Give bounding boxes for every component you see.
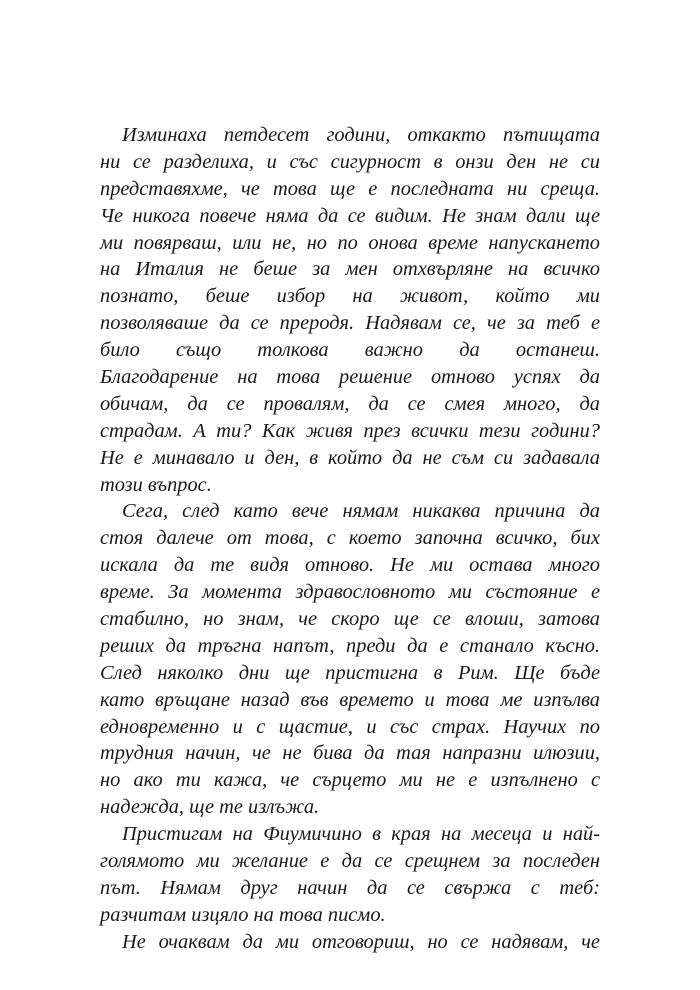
text-line: След няколко дни ще пристигна в Рим. Ще бъде bbox=[100, 661, 600, 684]
text-line: реших да тръгна напът, преди да е станало късно. bbox=[100, 634, 600, 657]
text-line: едновременно и с щастие, и със страх. Научих по bbox=[100, 715, 600, 738]
text-line: Пристигам на Фиумичино в края на месеца и най- bbox=[122, 823, 600, 846]
text-line: на Италия не беше за мен отхвърляне на всичко bbox=[100, 258, 600, 281]
text-line: Сега, след като вече нямам никаква причина да bbox=[122, 500, 600, 523]
paragraph bbox=[100, 929, 600, 956]
text-line: трудния начин, че не бива да тая напразни илюзии, bbox=[100, 742, 600, 765]
text-line: ми повярваш, или не, но по онова време напускането bbox=[100, 231, 600, 254]
text-line: надежда, ще те излъжа. bbox=[100, 796, 320, 819]
text-line: време. За момента здравословното ми състояние е bbox=[100, 581, 600, 604]
paragraph bbox=[100, 498, 600, 821]
text-line: Че никога повече няма да се видим. Не знам дали ще bbox=[100, 204, 600, 227]
text-line: път. Нямам друг начин да се свържа с теб: bbox=[100, 876, 600, 899]
text-line: стабилно, но знам, че скоро ще се влоши, затова bbox=[100, 608, 600, 631]
letter-text bbox=[100, 122, 600, 956]
text-line: представяхме, че това ще е последната ни среща. bbox=[100, 177, 600, 200]
text-line: този въпрос. bbox=[100, 473, 212, 496]
paragraph bbox=[100, 122, 600, 498]
text-line: Не е минавало и ден, в който да не съм си задавала bbox=[100, 446, 600, 469]
text-line: Изминаха петдесет години, откакто пътищата bbox=[122, 124, 600, 146]
text-line: страдам. А ти? Как живя през всички тези години? bbox=[100, 419, 600, 442]
text-line: Благодарение на това решение отново успях да bbox=[100, 366, 600, 389]
paragraph bbox=[100, 821, 600, 929]
text-line: Не очаквам да ми отговориш, но се надявам, че bbox=[122, 930, 600, 953]
text-line: позволяваше да се преродя. Надявам се, че за теб е bbox=[100, 312, 600, 335]
text-line: като връщане назад във времето и това ме изпълва bbox=[100, 688, 600, 711]
text-line: разчитам изцяло на това писмо. bbox=[100, 903, 386, 926]
text-line: ни се разделиха, и със сигурност в онзи ден не си bbox=[100, 150, 600, 173]
text-line: искала да те видя отново. Не ми остава много bbox=[100, 554, 600, 577]
text-line: но ако ти кажа, че сърцето ми не е изпълнено с bbox=[100, 769, 600, 792]
text-line: стоя далече от това, с което започна всичко, бих bbox=[100, 527, 600, 550]
text-line: било също толкова важно да останеш. bbox=[100, 339, 600, 362]
text-line: познато, беше избор на живот, който ми bbox=[100, 285, 600, 308]
text-line: голямото ми желание е да се срещнем за последен bbox=[100, 850, 600, 873]
text-line: обичам, да се провалям, да се смея много, да bbox=[100, 392, 600, 415]
